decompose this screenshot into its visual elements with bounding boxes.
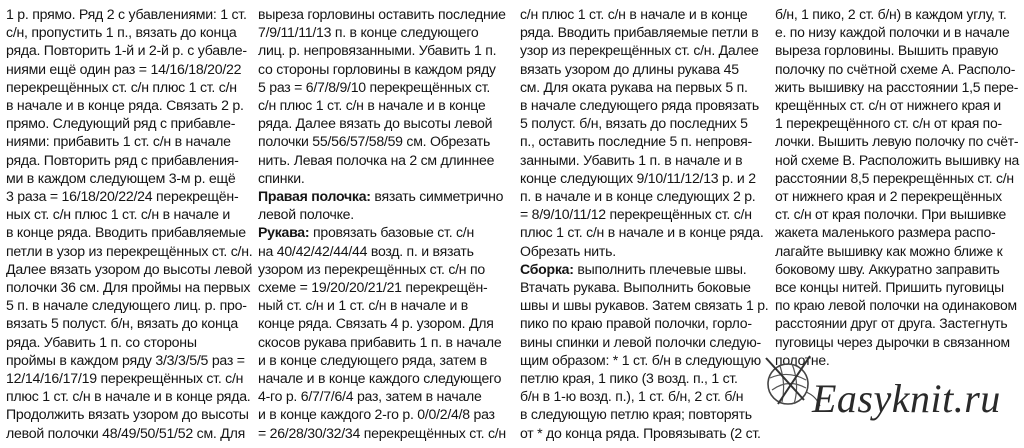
text-line: все концы нитей. Пришить пуговицы <box>775 280 1004 297</box>
text-line: с/н плюс 1 ст. с/н в начале и в конце <box>258 98 486 115</box>
section-heading: Рукава: <box>258 225 310 242</box>
text-line: 4-го р. 6/7/7/6/4 раз, затем в начале <box>258 389 482 406</box>
text-line: и в конце следующего ряда, затем в <box>258 352 487 369</box>
text-line: в следующую петлю края; повторять <box>520 407 752 424</box>
text-line: плюс 1 ст. с/н в начале и в конце ряда. <box>520 225 764 242</box>
text-line: Обрезать нить. <box>520 243 616 260</box>
text-line: от * до конца ряда. Провязывать (2 ст. <box>520 425 761 442</box>
text-line: пуговицы через дырочки в связанном <box>775 334 1010 351</box>
text-line: п., оставить последние 5 п. непровя- <box>520 134 752 151</box>
text-line: е. по низу каждой полочки и в начале <box>775 25 1010 42</box>
text-line: боковому шву. Аккуратно заправить <box>775 261 1000 278</box>
text-line: лиц. р. непровязанными. Убавить 1 п. <box>258 43 497 60</box>
text-line-rest: вязать симметрично <box>370 189 504 206</box>
text-line: проймы в каждом ряду 3/3/3/5/5 раз = <box>6 352 245 369</box>
text-line: полочки 55/56/57/58/59 см. Обрезать <box>258 134 491 151</box>
section-heading: Правая полочка: <box>258 189 371 206</box>
text-line: скосов рукава прибавить 1 п. в начале <box>258 334 502 351</box>
text-line <box>520 261 766 279</box>
text-line: ниями ещё один раз = 14/16/18/20/22 <box>6 61 242 78</box>
text-line: узором из перекрещённых ст. с/н по <box>258 261 485 278</box>
text-line: ных ст. с/н плюс 1 ст. с/н в начале и <box>6 207 231 224</box>
text-line <box>258 188 504 206</box>
text-line: петли в узор из перекрещённых ст. с/н. <box>6 243 253 260</box>
text-line: жить вышивку на расстоянии 1,5 пере- <box>775 79 1019 96</box>
text-line: с/н плюс 1 ст. с/н в начале и в конце <box>520 7 748 23</box>
text-line: 7/9/11/11/13 п. в конце следующего <box>258 25 479 42</box>
text-line: 3 раза = 16/18/20/22/24 перекрещён- <box>6 189 239 206</box>
text-line: ный ст. с/н и 1 ст. с/н в начале и в <box>258 298 469 315</box>
text-column-4 <box>775 6 1020 370</box>
text-line: ряда. Повторить ряд с прибавления- <box>6 152 239 169</box>
text-line: ряда. Далее вязать до высоты левой <box>258 116 493 133</box>
text-line: швы и швы рукавов. Затем связать 1 р. <box>520 298 769 315</box>
text-line-rest: провязать базовые ст. с/н <box>309 225 475 242</box>
text-line <box>258 224 504 242</box>
text-line: со стороны горловины в каждом ряду <box>258 61 496 78</box>
text-line: начале и в конце каждого следующего <box>258 371 502 388</box>
text-line: вины спинки и левой полочки следую- <box>520 334 761 351</box>
text-line: ряда. Убавить 1 п. со стороны <box>6 334 197 351</box>
text-line: петлю края, 1 пико (3 возд. п., 1 ст. <box>520 371 738 388</box>
text-line: 5 полуст. б/н, вязать до последних 5 <box>520 116 748 133</box>
text-line: 5 п. в начале следующего лиц. р. про- <box>6 298 247 315</box>
text-line: вязать узором до длины рукава 45 <box>520 61 739 78</box>
text-line: в начале и в конце ряда. Связать 2 р. <box>6 98 244 115</box>
text-line: Продолжить вязать узором до высоты <box>6 407 249 424</box>
text-line: с/н, пропустить 1 п., вязать до конца <box>6 25 237 42</box>
text-line: расстоянии 8,5 перекрещённых ст. с/н <box>775 170 1014 187</box>
text-line: полочку по счётной схеме А. Располо- <box>775 61 1016 78</box>
text-line: ной схеме В. Расположить вышивку на <box>775 152 1020 169</box>
text-line: = 26/28/30/32/34 перекрещённых ст. с/н <box>258 425 506 442</box>
text-line: ряда. Повторить 1-й и 2-й р. с убавле- <box>6 43 247 60</box>
text-line: б/н, 1 пико, 2 ст. б/н) в каждом углу, т. <box>775 7 1007 23</box>
text-line: ниями: прибавить 1 ст. с/н в начале <box>6 134 231 151</box>
text-line: щим образом: * 1 ст. б/н в следующую <box>520 352 761 369</box>
text-line: выреза горловины. Вышить правую <box>775 43 999 60</box>
text-line: прямо. Следующий ряд с прибавле- <box>6 116 236 133</box>
watermark-text: Easyknit.ru <box>812 376 1001 421</box>
text-column-2 <box>258 6 504 443</box>
text-line: узор из перекрещённых ст. с/н. Далее <box>520 43 759 60</box>
text-line: см. Для оката рукава на первых 5 п. <box>520 79 748 96</box>
text-line: 12/14/16/17/19 перекрещённых ст. с/н <box>6 371 244 388</box>
text-line: пико по краю правой полочки, горло- <box>520 316 752 333</box>
text-line: по краю левой полочки на одинаковом <box>775 298 1017 315</box>
text-line: нить. Левая полочка на 2 см длиннее <box>258 152 495 169</box>
text-line: плюс 1 ст. с/н в начале и в конце ряда. <box>6 389 251 406</box>
text-line: б/н в 1-ю возд. п.), 1 ст. б/н, 2 ст. б/н <box>520 389 744 406</box>
section-heading: Сборка: <box>520 261 574 278</box>
text-line: конце следующих 9/10/11/12/13 р. и 2 <box>520 170 756 187</box>
text-line: лочки. Вышить левую полочку по счёт- <box>775 134 1019 151</box>
text-line: 1 р. прямо. Ряд 2 с убавлениями: 1 ст. <box>6 7 247 23</box>
text-line: полотне. <box>775 352 830 369</box>
text-line: и в конце каждого 2-го р. 0/0/2/4/8 раз <box>258 407 495 424</box>
text-line: Втачать рукава. Выполнить боковые <box>520 280 751 297</box>
text-line: полочки 36 см. Для проймы на первых <box>6 280 251 297</box>
text-line: жакета маленького размера распо- <box>775 225 996 242</box>
text-column-1 <box>6 6 251 443</box>
text-line: в начале следующего ряда провязать <box>520 98 759 115</box>
text-line: конце ряда. Связать 4 р. узором. Для <box>258 316 494 333</box>
text-line: занными. Убавить 1 п. в начале и в <box>520 152 743 169</box>
text-line: левой полочке. <box>258 207 354 224</box>
text-line: расстоянии друг от друга. Застегнуть <box>775 316 1008 333</box>
text-line: вязать 5 полуст. б/н, вязать до конца <box>6 316 238 333</box>
text-line: спинки. <box>258 170 305 187</box>
text-line: п. в начале и в конце следующих 2 р. <box>520 189 756 206</box>
text-line: ряда. Вводить прибавляемые петли в <box>520 25 759 42</box>
text-line: левой полочки 48/49/50/51/52 см. Для <box>6 425 245 442</box>
text-line: Далее вязать узором до высоты левой <box>6 261 253 278</box>
text-line: крещённых ст. с/н от нижнего края и <box>775 98 1001 115</box>
text-line: выреза горловины оставить последние <box>258 7 506 23</box>
text-line: 5 раз = 6/7/8/9/10 перекрещённых ст. <box>258 79 491 96</box>
text-line: = 8/9/10/11/12 перекрещённых ст. с/н <box>520 207 752 224</box>
text-line: схеме = 19/20/20/21/21 перекрещён- <box>258 280 488 297</box>
text-line: лагайте вышивку как можно ближе к <box>775 243 1003 260</box>
text-line: в конце ряда. Вводить прибавляемые <box>6 225 246 242</box>
text-line-rest: выполнить плечевые швы. <box>573 261 747 278</box>
text-line: ст. с/н от края полочки. При вышивке <box>775 207 1007 224</box>
text-line: ми в каждом следующем 3-м р. ещё <box>6 170 236 187</box>
text-line: перекрещённых ст. с/н плюс 1 ст. с/н <box>6 79 237 96</box>
text-column-3 <box>520 6 769 443</box>
text-line: 1 перекрещённого ст. с/н от края по- <box>775 116 1002 133</box>
text-line: от нижнего края и 2 перекрещённых <box>775 189 1002 206</box>
text-line: на 40/42/42/44/44 возд. п. и вязать <box>258 243 474 260</box>
